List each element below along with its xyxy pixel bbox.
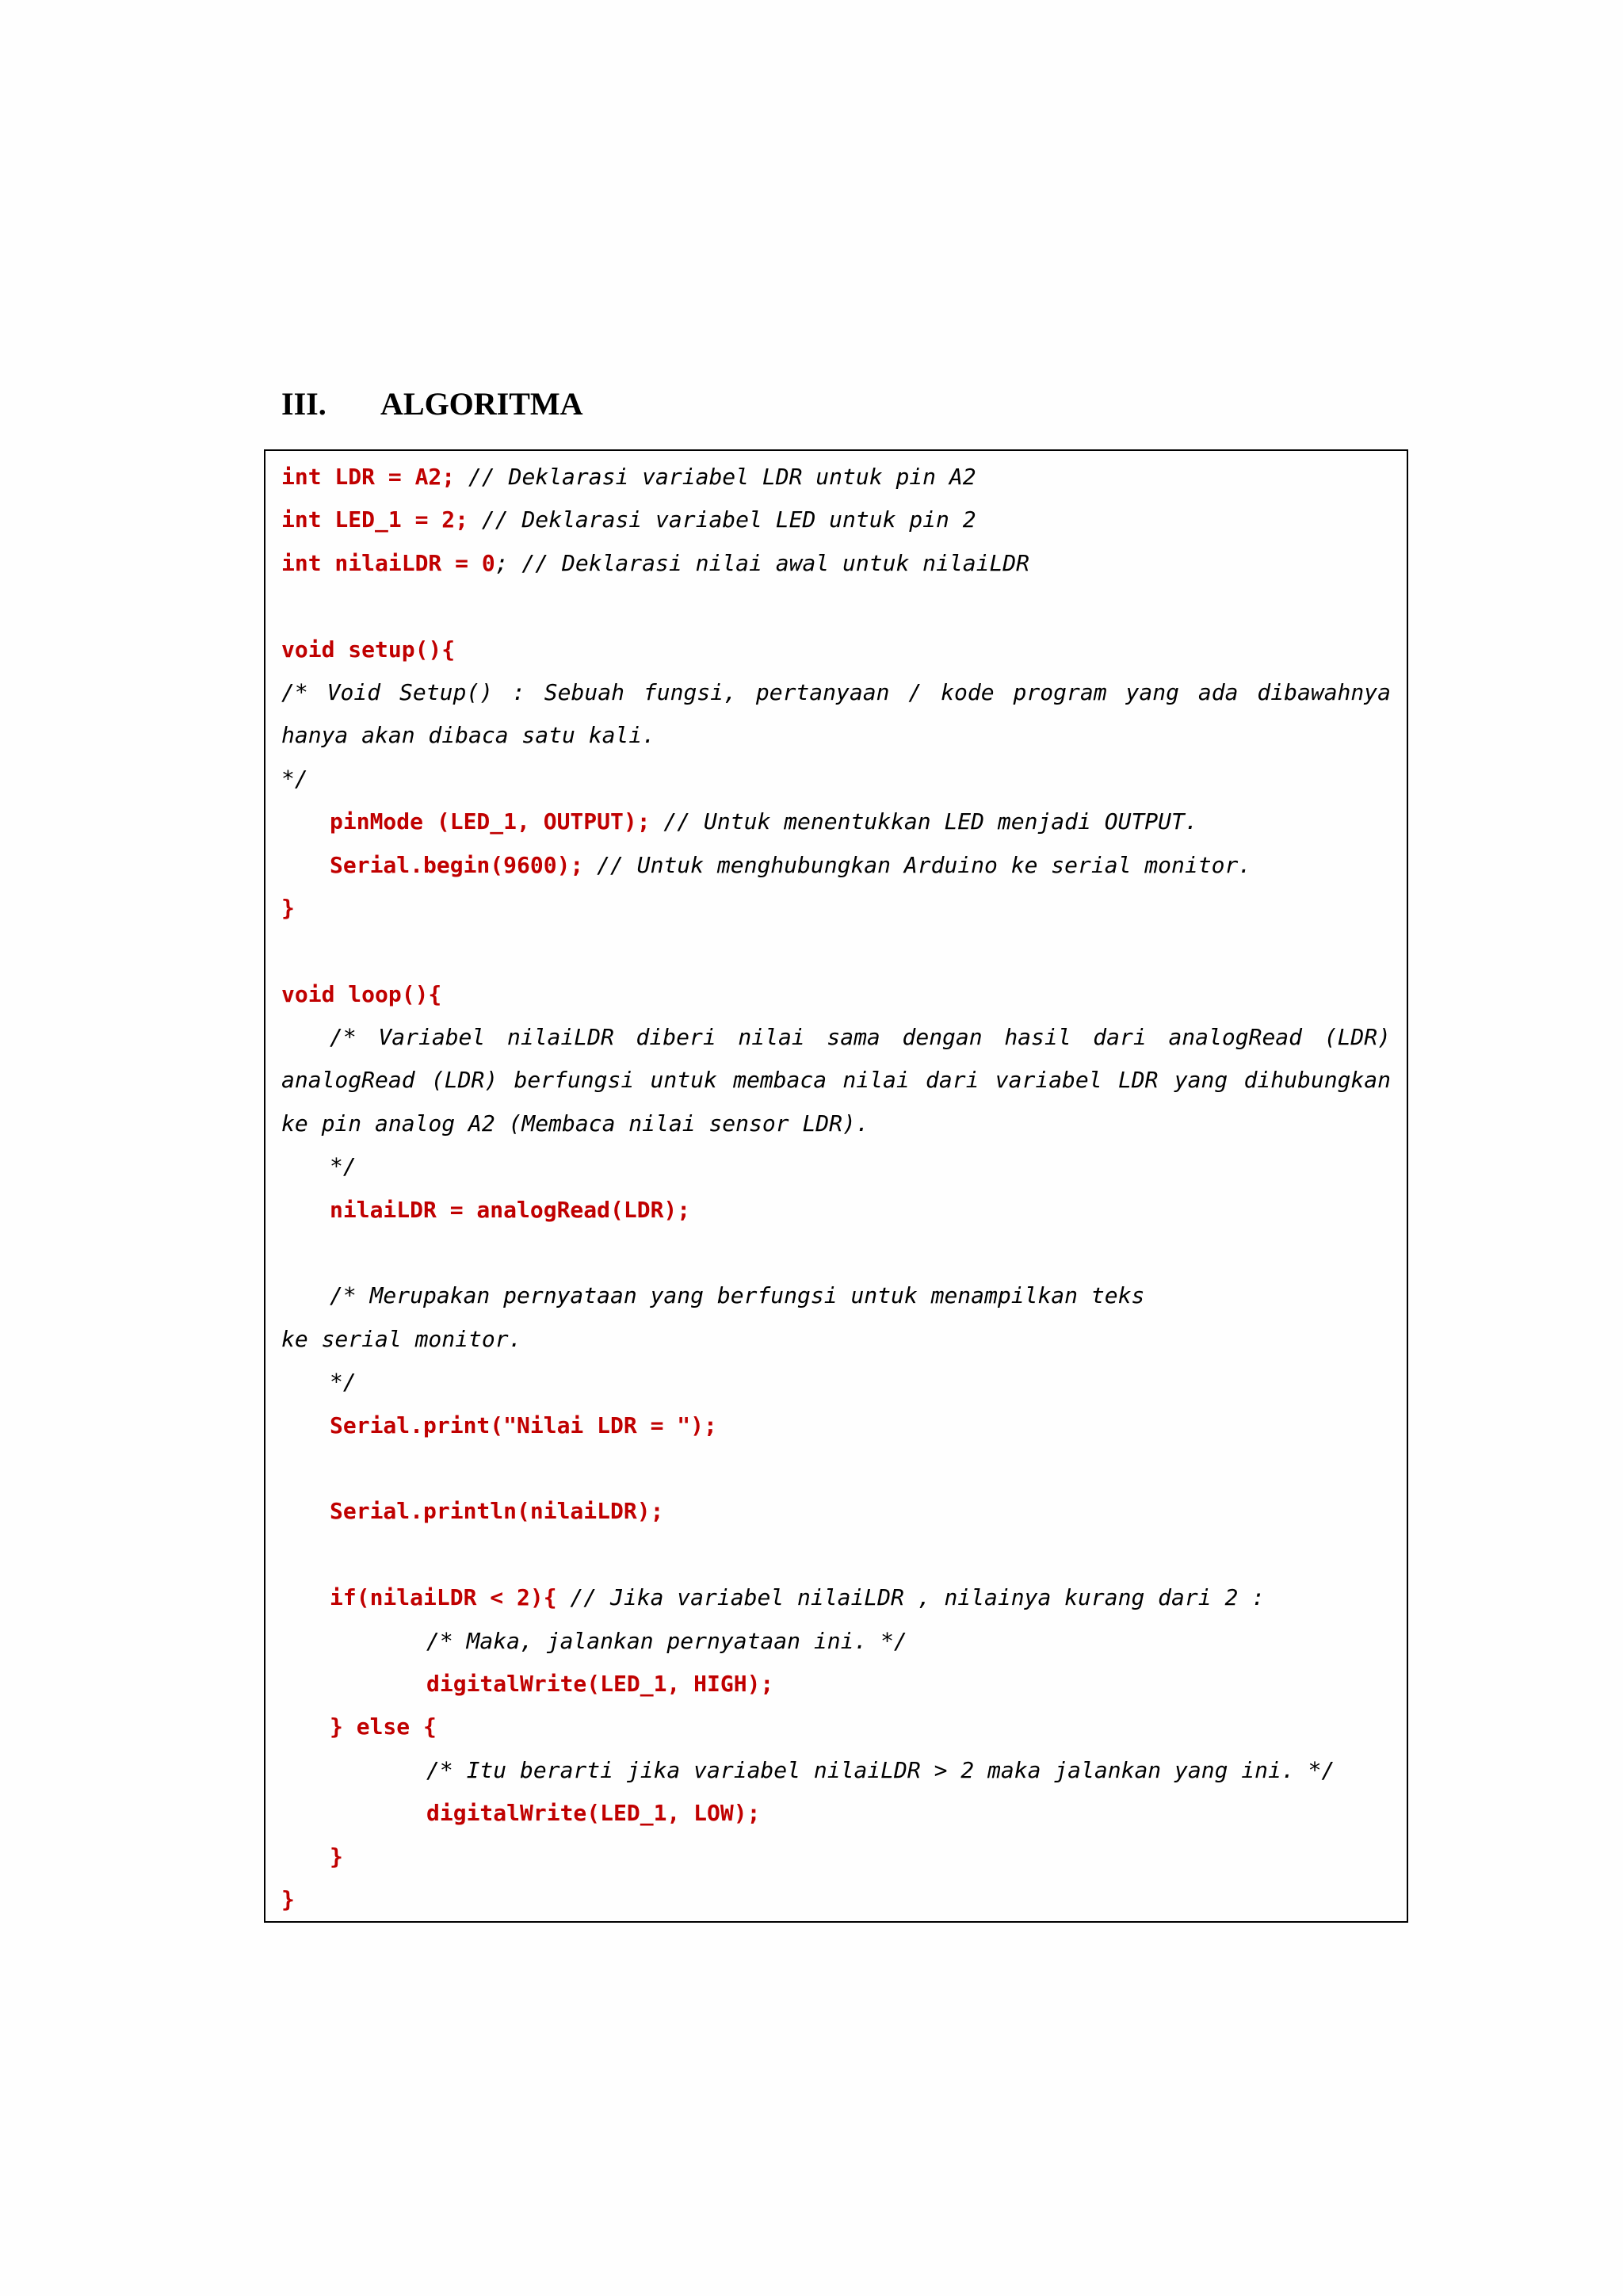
code-comment: /* Void Setup() : Sebuah fungsi, pertanyaan / kode program yang ada dibawahnya bbox=[281, 678, 1391, 705]
code-line bbox=[281, 1189, 1391, 1232]
code-line bbox=[281, 1059, 1391, 1102]
code-line bbox=[281, 1878, 1391, 1921]
code-statement: int LED_1 = 2; bbox=[281, 506, 469, 533]
code-statement: Serial.begin(9600); bbox=[330, 851, 584, 878]
code-line bbox=[281, 1016, 1391, 1059]
code-comment: */ bbox=[330, 1369, 357, 1396]
code-line bbox=[281, 1232, 1391, 1274]
code-line bbox=[281, 1663, 1391, 1706]
code-line bbox=[281, 585, 1391, 628]
code-statement: void setup(){ bbox=[281, 636, 456, 663]
code-comment: /* Variabel nilaiLDR diberi nilai sama dengan hasil dari analogRead (LDR) bbox=[330, 1024, 1391, 1051]
code-statement: Serial.print("Nilai LDR = "); bbox=[330, 1412, 717, 1438]
code-statement: int LDR = A2; bbox=[281, 464, 456, 490]
code-comment: */ bbox=[281, 765, 308, 792]
code-line bbox=[281, 499, 1391, 541]
section-heading bbox=[281, 388, 583, 420]
code-line bbox=[281, 1836, 1391, 1878]
code-line bbox=[281, 1318, 1391, 1361]
code-line bbox=[281, 758, 1391, 800]
code-comment: */ bbox=[330, 1153, 357, 1180]
code-line bbox=[281, 930, 1391, 972]
code-line bbox=[281, 628, 1391, 671]
code-statement: Serial.println(nilaiLDR); bbox=[330, 1498, 664, 1525]
code-statement: } else { bbox=[330, 1713, 437, 1740]
code-comment: ; // Deklarasi nilai awal untuk nilaiLDR bbox=[495, 549, 1030, 576]
code-line bbox=[281, 973, 1391, 1016]
code-comment: hanya akan dibaca satu kali. bbox=[281, 722, 656, 749]
code-statement: nilaiLDR = analogRead(LDR); bbox=[330, 1196, 691, 1223]
code-statement: void loop(){ bbox=[281, 980, 442, 1007]
code-line bbox=[281, 714, 1391, 757]
code-line bbox=[281, 1576, 1391, 1619]
code-comment: /* Merupakan pernyataan yang berfungsi untuk menampilkan teks bbox=[330, 1282, 1145, 1309]
code-line bbox=[281, 542, 1391, 585]
code-comment: // Untuk menghubungkan Arduino ke serial monitor. bbox=[583, 851, 1252, 878]
code-line bbox=[281, 1274, 1391, 1317]
code-line bbox=[281, 887, 1391, 930]
code-line bbox=[281, 671, 1391, 714]
code-comment: analogRead (LDR) berfungsi untuk membaca nilai dari variabel LDR yang dihubungkan bbox=[281, 1067, 1391, 1094]
code-line bbox=[281, 844, 1391, 887]
code-line bbox=[281, 1404, 1391, 1447]
code-comment: ke serial monitor. bbox=[281, 1325, 522, 1352]
code-comment: // Deklarasi variabel LED untuk pin 2 bbox=[468, 506, 976, 533]
code-statement: digitalWrite(LED_1, LOW); bbox=[426, 1800, 761, 1827]
code-line bbox=[281, 800, 1391, 843]
code-block bbox=[264, 449, 1408, 1923]
code-comment: /* Itu berarti jika variabel nilaiLDR > 2 maka jalankan yang ini. */ bbox=[426, 1756, 1335, 1783]
code-lines bbox=[281, 456, 1391, 1921]
code-statement: digitalWrite(LED_1, HIGH); bbox=[426, 1670, 774, 1697]
code-line bbox=[281, 1792, 1391, 1835]
code-statement: } bbox=[281, 1885, 295, 1912]
code-line bbox=[281, 1102, 1391, 1145]
code-line bbox=[281, 1749, 1391, 1792]
code-line bbox=[281, 456, 1391, 499]
code-statement: int nilaiLDR = 0 bbox=[281, 549, 495, 576]
code-line bbox=[281, 1145, 1391, 1188]
code-statement: if(nilaiLDR < 2){ bbox=[330, 1584, 557, 1611]
code-line bbox=[281, 1534, 1391, 1576]
code-statement: } bbox=[281, 894, 295, 921]
code-comment: ke pin analog A2 (Membaca nilai sensor LDR). bbox=[281, 1110, 869, 1137]
code-line bbox=[281, 1447, 1391, 1490]
code-statement: pinMode (LED_1, OUTPUT); bbox=[330, 808, 651, 835]
code-comment: // Jika variabel nilaiLDR , nilainya kurang dari 2 : bbox=[556, 1584, 1266, 1611]
code-statement: } bbox=[330, 1843, 343, 1870]
code-line bbox=[281, 1361, 1391, 1404]
code-comment: /* Maka, jalankan pernyataan ini. */ bbox=[426, 1627, 907, 1654]
section-number: III. bbox=[281, 386, 327, 422]
code-line bbox=[281, 1490, 1391, 1533]
code-line bbox=[281, 1706, 1391, 1748]
code-comment: // Deklarasi variabel LDR untuk pin A2 bbox=[455, 464, 976, 490]
code-line bbox=[281, 1620, 1391, 1663]
section-title: ALGORITMA bbox=[380, 386, 583, 422]
code-comment: // Untuk menentukkan LED menjadi OUTPUT. bbox=[650, 808, 1198, 835]
